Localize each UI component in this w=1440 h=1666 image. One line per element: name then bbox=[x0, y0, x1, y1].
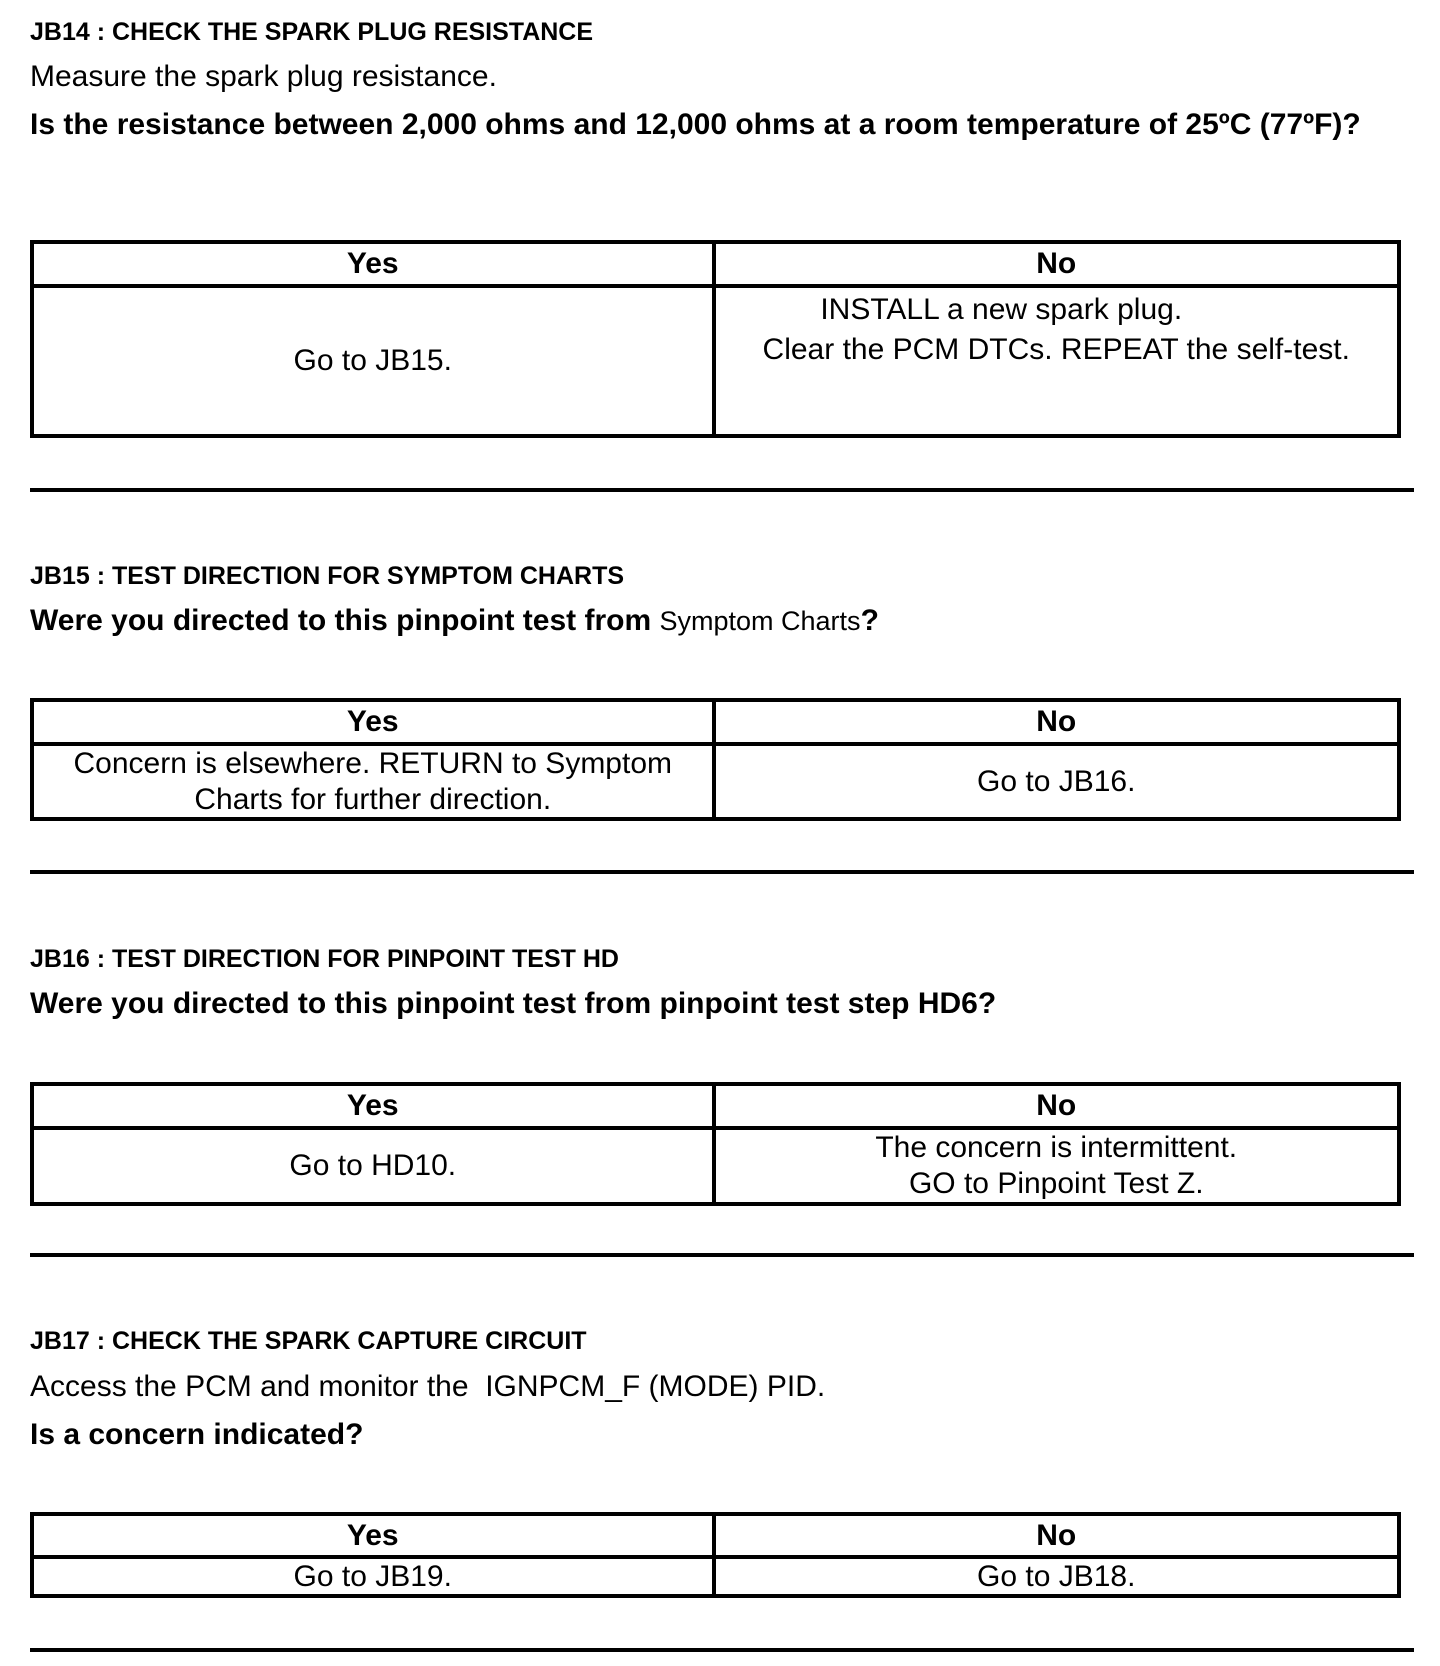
no-action[interactable] bbox=[716, 1130, 1398, 1202]
question-mark: ? bbox=[860, 604, 879, 637]
yes-action[interactable] bbox=[34, 288, 716, 434]
yes-action[interactable] bbox=[34, 746, 716, 818]
section-divider bbox=[30, 488, 1414, 492]
step-instruction-jb17: Access the PCM and monitor the IGNPCM_F (MODE) PID. bbox=[30, 1370, 826, 1403]
section-divider bbox=[30, 1648, 1414, 1652]
no-action[interactable] bbox=[716, 1559, 1398, 1595]
step-question-jb17: Is a concern indicated? bbox=[30, 1418, 364, 1451]
step-heading-jb17: JB17 : CHECK THE SPARK CAPTURE CIRCUIT bbox=[30, 1327, 587, 1355]
no-header: No bbox=[716, 702, 1398, 746]
answer-table-jb16 bbox=[30, 1082, 1401, 1206]
symptom-charts-link[interactable]: Symptom Charts bbox=[659, 606, 861, 636]
answer-table-jb14 bbox=[30, 240, 1401, 438]
yes-header: Yes bbox=[34, 1086, 716, 1130]
yes-header: Yes bbox=[34, 244, 716, 288]
yes-action[interactable] bbox=[34, 1559, 716, 1595]
no-header: No bbox=[716, 1086, 1398, 1130]
yes-action[interactable] bbox=[34, 1130, 716, 1202]
step-question-jb16: Were you directed to this pinpoint test from pinpoint test step HD6? bbox=[30, 987, 997, 1020]
section-divider bbox=[30, 1253, 1414, 1257]
no-action[interactable] bbox=[716, 288, 1398, 434]
answer-table-jb17 bbox=[30, 1512, 1401, 1598]
question-text: Were you directed to this pinpoint test from bbox=[30, 604, 652, 637]
yes-action-line-1: Concern is elsewhere. RETURN to Symptom bbox=[73, 747, 673, 780]
yes-action-text: Go to HD10. bbox=[289, 1149, 457, 1182]
no-action-line-2: Clear the PCM DTCs. REPEAT the self-test. bbox=[762, 333, 1350, 366]
step-heading-jb16: JB16 : TEST DIRECTION FOR PINPOINT TEST HD bbox=[30, 945, 619, 973]
yes-action-line-2: Charts for further direction. bbox=[194, 783, 552, 816]
no-action[interactable] bbox=[716, 746, 1398, 818]
step-instruction-jb14: Measure the spark plug resistance. bbox=[30, 60, 497, 93]
yes-header: Yes bbox=[34, 1516, 716, 1559]
step-question-jb14: Is the resistance between 2,000 ohms and 12,000 ohms at a room temperature of 25ºC (77ºF)? bbox=[30, 108, 1361, 141]
step-heading-jb14: JB14 : CHECK THE SPARK PLUG RESISTANCE bbox=[30, 18, 594, 46]
no-action-text: Go to JB18. bbox=[977, 1560, 1136, 1593]
no-action-line-1: The concern is intermittent. bbox=[875, 1131, 1238, 1164]
answer-table-jb15 bbox=[30, 698, 1401, 821]
no-action-text: Go to JB16. bbox=[977, 765, 1136, 798]
step-question-jb15 bbox=[30, 602, 879, 640]
no-header: No bbox=[716, 1516, 1398, 1559]
no-header: No bbox=[716, 244, 1398, 288]
yes-action-text: Go to JB19. bbox=[293, 1560, 452, 1593]
no-action-line-2: GO to Pinpoint Test Z. bbox=[908, 1167, 1204, 1200]
no-action-line-1: INSTALL a new spark plug. bbox=[820, 293, 1183, 326]
step-heading-jb15: JB15 : TEST DIRECTION FOR SYMPTOM CHARTS bbox=[30, 562, 625, 590]
yes-header: Yes bbox=[34, 702, 716, 746]
yes-action-text: Go to JB15. bbox=[293, 344, 452, 377]
section-divider bbox=[30, 870, 1414, 874]
